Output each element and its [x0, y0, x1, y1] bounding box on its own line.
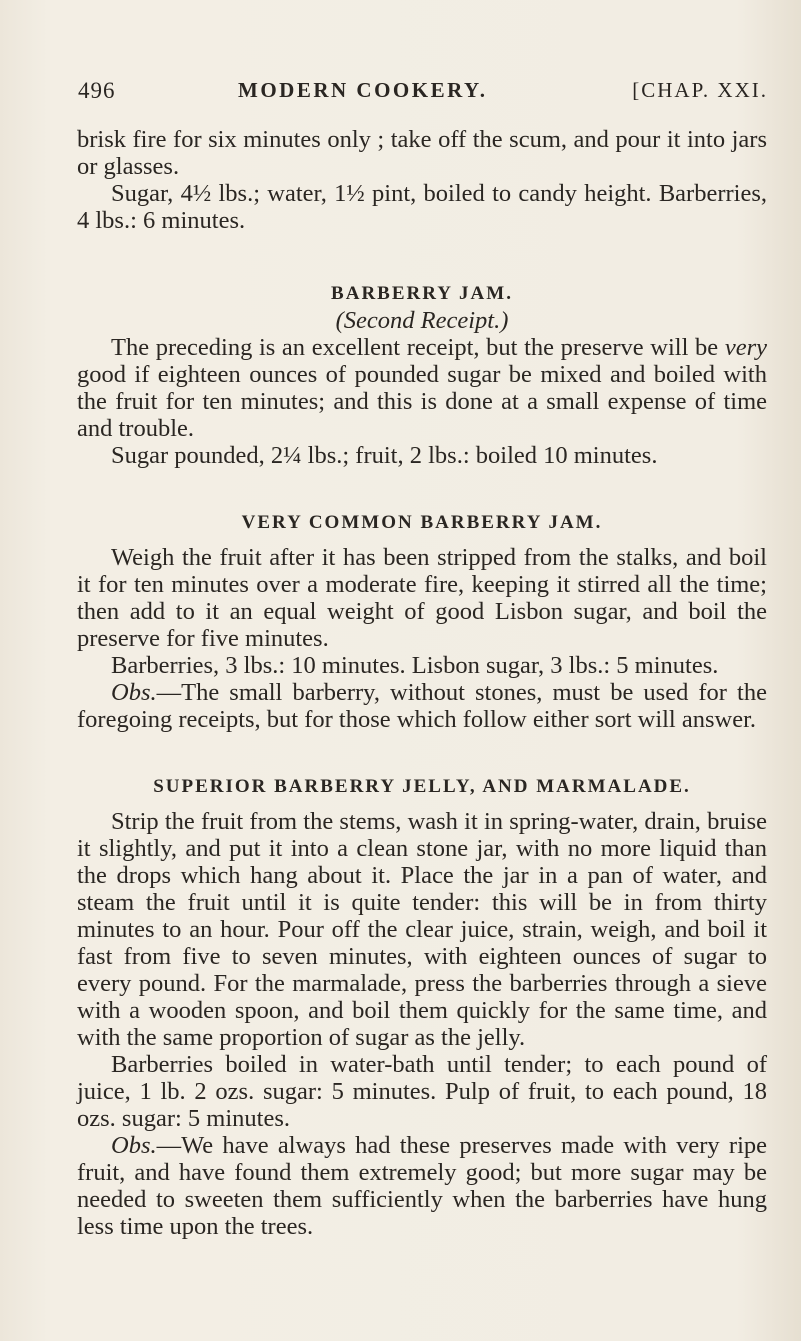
chapter-label: [CHAP. XXI.: [632, 78, 768, 102]
text-run: —The small barberry, without stones, must be used for the foregoing receipts, but for those which follow either sort will answer.: [77, 679, 767, 733]
emphasis: Obs.: [111, 679, 157, 706]
recipe-summary: Sugar pounded, 2¼ lbs.; fruit, 2 lbs.: boiled 10 minutes.: [111, 442, 658, 469]
section-heading: VERY COMMON BARBERRY JAM.: [241, 512, 603, 533]
paragraph: Strip the fruit from the stems, wash it in spring-water, drain, bruise it slightly, and put it into a clean stone jar, with no more liquid than the drops which hang about it. Place the jar in a pan of water, and steam the fruit until it is quite tender: this will be in from thirty minutes to an hour. Pour off the clear juice, strain, weigh, and boil it fast from five to seven minutes, with eighteen ounces of sugar to every pound. For the marmalade, press the barberries through a sieve with a wooden spoon, and boil them quickly for the same time, and with the same proportion of sugar as the jelly.: [77, 808, 767, 1051]
text-run: —We have always had these preserves made with very ripe fruit, and have found them extremely good; but more sugar may be needed to sweeten them sufficiently when the barberries have hung less time upon the trees.: [77, 1132, 767, 1240]
section-heading: SUPERIOR BARBERRY JELLY, AND MARMALADE.: [153, 776, 691, 797]
emphasis: Obs.: [111, 1132, 157, 1159]
paragraph: brisk fire for six minutes only ; take off the scum, and pour it into jars or glasses.: [77, 126, 767, 180]
running-header: [78, 78, 768, 110]
page-number: 496: [78, 78, 116, 103]
observation: [77, 1132, 767, 1240]
paragraph: Weigh the fruit after it has been stripped from the stalks, and boil it for ten minutes over a moderate fire, keeping it stirred all the time; then add to it an equal weight of good Lisbon sugar, and boil the preserve for five minutes.: [77, 544, 767, 652]
observation: [77, 679, 767, 733]
emphasis: very: [724, 334, 767, 361]
recipe-summary: Barberries boiled in water-bath until tender; to each pound of juice, 1 lb. 2 ozs. sugar: 5 minutes. Pulp of fruit, to each pound, 18 ozs. sugar: 5 minutes.: [77, 1051, 767, 1132]
text-run: good if eighteen ounces of pounded sugar be mixed and boiled with the fruit for ten minutes; and this is done at a small expense of time and trouble.: [77, 361, 767, 442]
running-title: MODERN COOKERY.: [238, 78, 488, 102]
page-body: [77, 126, 767, 1240]
paragraph: [77, 334, 767, 442]
recipe-summary: Barberries, 3 lbs.: 10 minutes. Lisbon sugar, 3 lbs.: 5 minutes.: [111, 652, 719, 679]
section-subheading: (Second Receipt.): [335, 307, 509, 334]
recipe-summary: Sugar, 4½ lbs.; water, 1½ pint, boiled to candy height. Barberries, 4 lbs.: 6 minutes.: [77, 180, 767, 234]
section-heading: BARBERRY JAM.: [331, 283, 513, 304]
text-run: The preceding is an excellent receipt, but the preserve will be: [111, 334, 725, 361]
